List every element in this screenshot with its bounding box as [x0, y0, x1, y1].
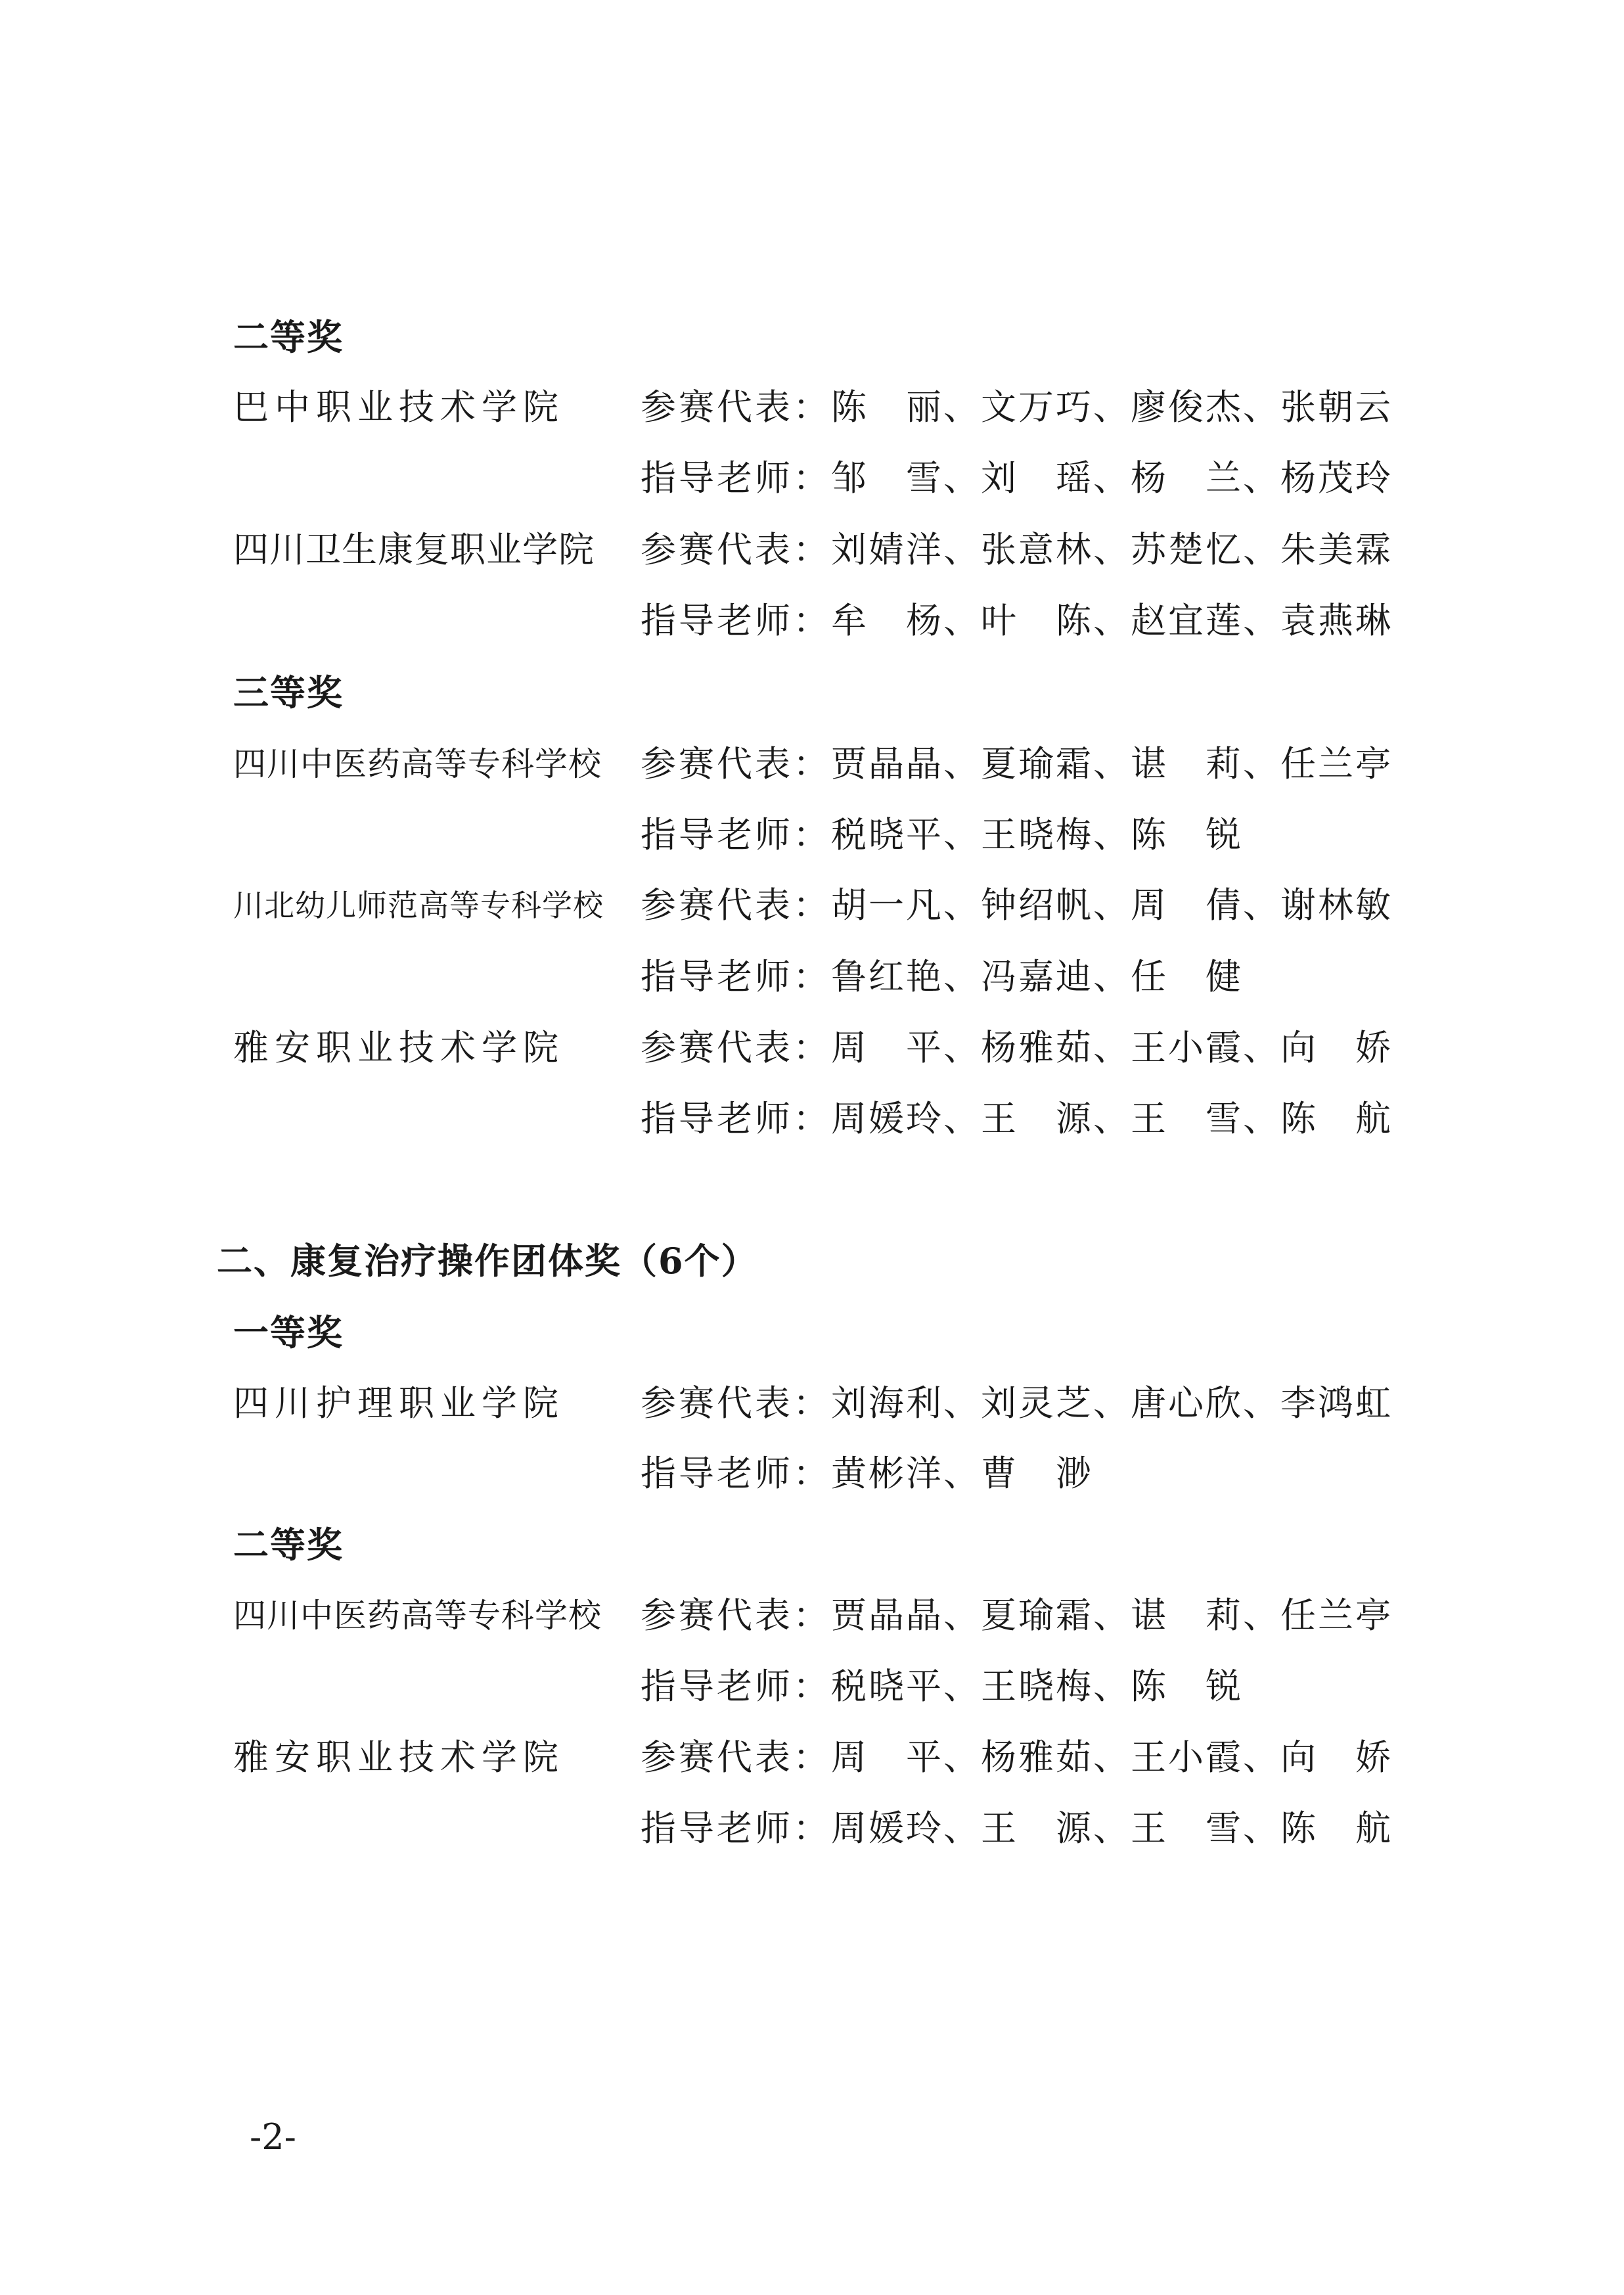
representatives-label: 参赛代表： [641, 1737, 831, 1778]
org-name: 四川中医药高等专科学校 [233, 745, 602, 783]
representatives-label: 参赛代表： [641, 1382, 831, 1424]
representatives-label: 参赛代表： [641, 1595, 831, 1636]
org-name: 四川护理职业学院 [233, 1382, 564, 1424]
award-level-heading: 三等奖 [233, 671, 344, 714]
advisors-names: 鲁红艳、冯嘉迪、任 健 [831, 956, 1243, 997]
representatives-names: 陈 丽、文万巧、廖俊杰、张朝云 [831, 386, 1393, 428]
representatives-label: 参赛代表： [641, 1027, 831, 1068]
advisors-label: 指导老师： [641, 1807, 831, 1849]
representatives-names: 胡一凡、钟绍帆、周 倩、谢林敏 [831, 884, 1393, 926]
org-name: 雅安职业技术学院 [233, 1027, 564, 1068]
org-name: 四川卫生康复职业学院 [233, 529, 595, 570]
org-name: 雅安职业技术学院 [233, 1737, 564, 1778]
representatives-names: 贾晶晶、夏瑜霜、谌 莉、任兰亭 [831, 743, 1393, 784]
award-level-heading: 二等奖 [233, 1524, 344, 1566]
advisors-names: 牟 杨、叶 陈、赵宜莲、袁燕琳 [831, 600, 1393, 641]
award-level-heading: 一等奖 [233, 1311, 344, 1353]
advisors-names: 黄彬洋、曹 渺 [831, 1453, 1093, 1494]
advisors-names: 邹 雪、刘 瑶、杨 兰、杨茂玲 [831, 457, 1393, 499]
advisors-label: 指导老师： [641, 1666, 831, 1707]
section-title: 二、康复治疗操作团体奖（6个） [217, 1240, 758, 1282]
representatives-label: 参赛代表： [641, 884, 831, 926]
org-name: 巴中职业技术学院 [233, 386, 564, 428]
advisors-names: 周媛玲、王 源、王 雪、陈 航 [831, 1807, 1393, 1849]
advisors-label: 指导老师： [641, 814, 831, 855]
advisors-label: 指导老师： [641, 457, 831, 499]
representatives-names: 周 平、杨雅茹、王小霞、向 娇 [831, 1027, 1393, 1068]
representatives-names: 刘婧洋、张意林、苏楚忆、朱美霖 [831, 529, 1393, 570]
representatives-names: 贾晶晶、夏瑜霜、谌 莉、任兰亭 [831, 1595, 1393, 1636]
advisors-names: 税晓平、王晓梅、陈 锐 [831, 814, 1243, 855]
representatives-names: 刘海利、刘灵芝、唐心欣、李鸿虹 [831, 1382, 1393, 1424]
page-number: -2- [250, 2116, 296, 2158]
advisors-label: 指导老师： [641, 600, 831, 641]
representatives-names: 周 平、杨雅茹、王小霞、向 娇 [831, 1737, 1393, 1778]
representatives-label: 参赛代表： [641, 529, 831, 570]
advisors-names: 税晓平、王晓梅、陈 锐 [831, 1666, 1243, 1707]
org-name: 川北幼儿师范高等专科学校 [233, 888, 604, 923]
representatives-label: 参赛代表： [641, 743, 831, 784]
advisors-label: 指导老师： [641, 1098, 831, 1139]
advisors-label: 指导老师： [641, 1453, 831, 1494]
advisors-label: 指导老师： [641, 956, 831, 997]
org-name: 四川中医药高等专科学校 [233, 1597, 602, 1635]
award-level-heading: 二等奖 [233, 316, 344, 358]
representatives-label: 参赛代表： [641, 386, 831, 428]
advisors-names: 周媛玲、王 源、王 雪、陈 航 [831, 1098, 1393, 1139]
